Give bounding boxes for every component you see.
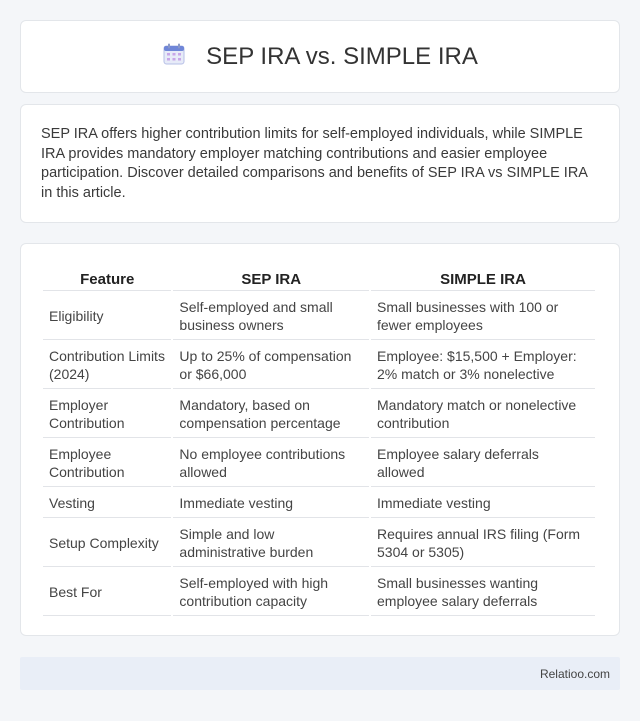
header-card bbox=[20, 20, 620, 93]
simple-ira-cell: Employee salary deferrals allowed bbox=[371, 438, 595, 487]
table-row bbox=[43, 291, 595, 340]
comparison-table bbox=[41, 264, 597, 616]
sep-ira-cell: Simple and low administrative burden bbox=[173, 518, 369, 567]
calendar-icon bbox=[162, 42, 186, 71]
feature-cell: Employer Contribution bbox=[43, 389, 171, 438]
sep-ira-cell: Mandatory, based on compensation percentage bbox=[173, 389, 369, 438]
table-row bbox=[43, 438, 595, 487]
feature-cell: Setup Complexity bbox=[43, 518, 171, 567]
simple-ira-cell: Employee: $15,500 + Employer: 2% match or 3% nonelective bbox=[371, 340, 595, 389]
table-row bbox=[43, 389, 595, 438]
comparison-card bbox=[20, 243, 620, 636]
page-title: SEP IRA vs. SIMPLE IRA bbox=[206, 42, 478, 70]
table-row bbox=[43, 567, 595, 616]
feature-cell: Eligibility bbox=[43, 291, 171, 340]
footer bbox=[20, 657, 620, 690]
table-row bbox=[43, 518, 595, 567]
table-row bbox=[43, 340, 595, 389]
feature-cell: Contribution Limits (2024) bbox=[43, 340, 171, 389]
column-header-feature: Feature bbox=[43, 264, 171, 291]
feature-cell: Best For bbox=[43, 567, 171, 616]
intro-text: SEP IRA offers higher contribution limits for self-employed individuals, while SIMPLE IRA provides mandatory employer matching contributions and easier employee participation. Discover detailed comparisons and benefits of SEP IRA vs SIMPLE IRA in this article. bbox=[41, 126, 588, 201]
sep-ira-cell: Self-employed with high contribution capacity bbox=[173, 567, 369, 616]
sep-ira-cell: Up to 25% of compensation or $66,000 bbox=[173, 340, 369, 389]
sep-ira-cell: No employee contributions allowed bbox=[173, 438, 369, 487]
table-header-row bbox=[43, 264, 595, 291]
intro-card bbox=[20, 104, 620, 223]
simple-ira-cell: Requires annual IRS filing (Form 5304 or 5305) bbox=[371, 518, 595, 567]
table-row bbox=[43, 487, 595, 518]
simple-ira-cell: Small businesses wanting employee salary deferrals bbox=[371, 567, 595, 616]
footer-brand: Relatioo.com bbox=[539, 666, 610, 681]
sep-ira-cell: Self-employed and small business owners bbox=[173, 291, 369, 340]
column-header-sep-ira: SEP IRA bbox=[173, 264, 369, 291]
simple-ira-cell: Immediate vesting bbox=[371, 487, 595, 518]
column-header-simple-ira: SIMPLE IRA bbox=[371, 264, 595, 291]
sep-ira-cell: Immediate vesting bbox=[173, 487, 369, 518]
feature-cell: Vesting bbox=[43, 487, 171, 518]
simple-ira-cell: Mandatory match or nonelective contribution bbox=[371, 389, 595, 438]
feature-cell: Employee Contribution bbox=[43, 438, 171, 487]
simple-ira-cell: Small businesses with 100 or fewer employees bbox=[371, 291, 595, 340]
